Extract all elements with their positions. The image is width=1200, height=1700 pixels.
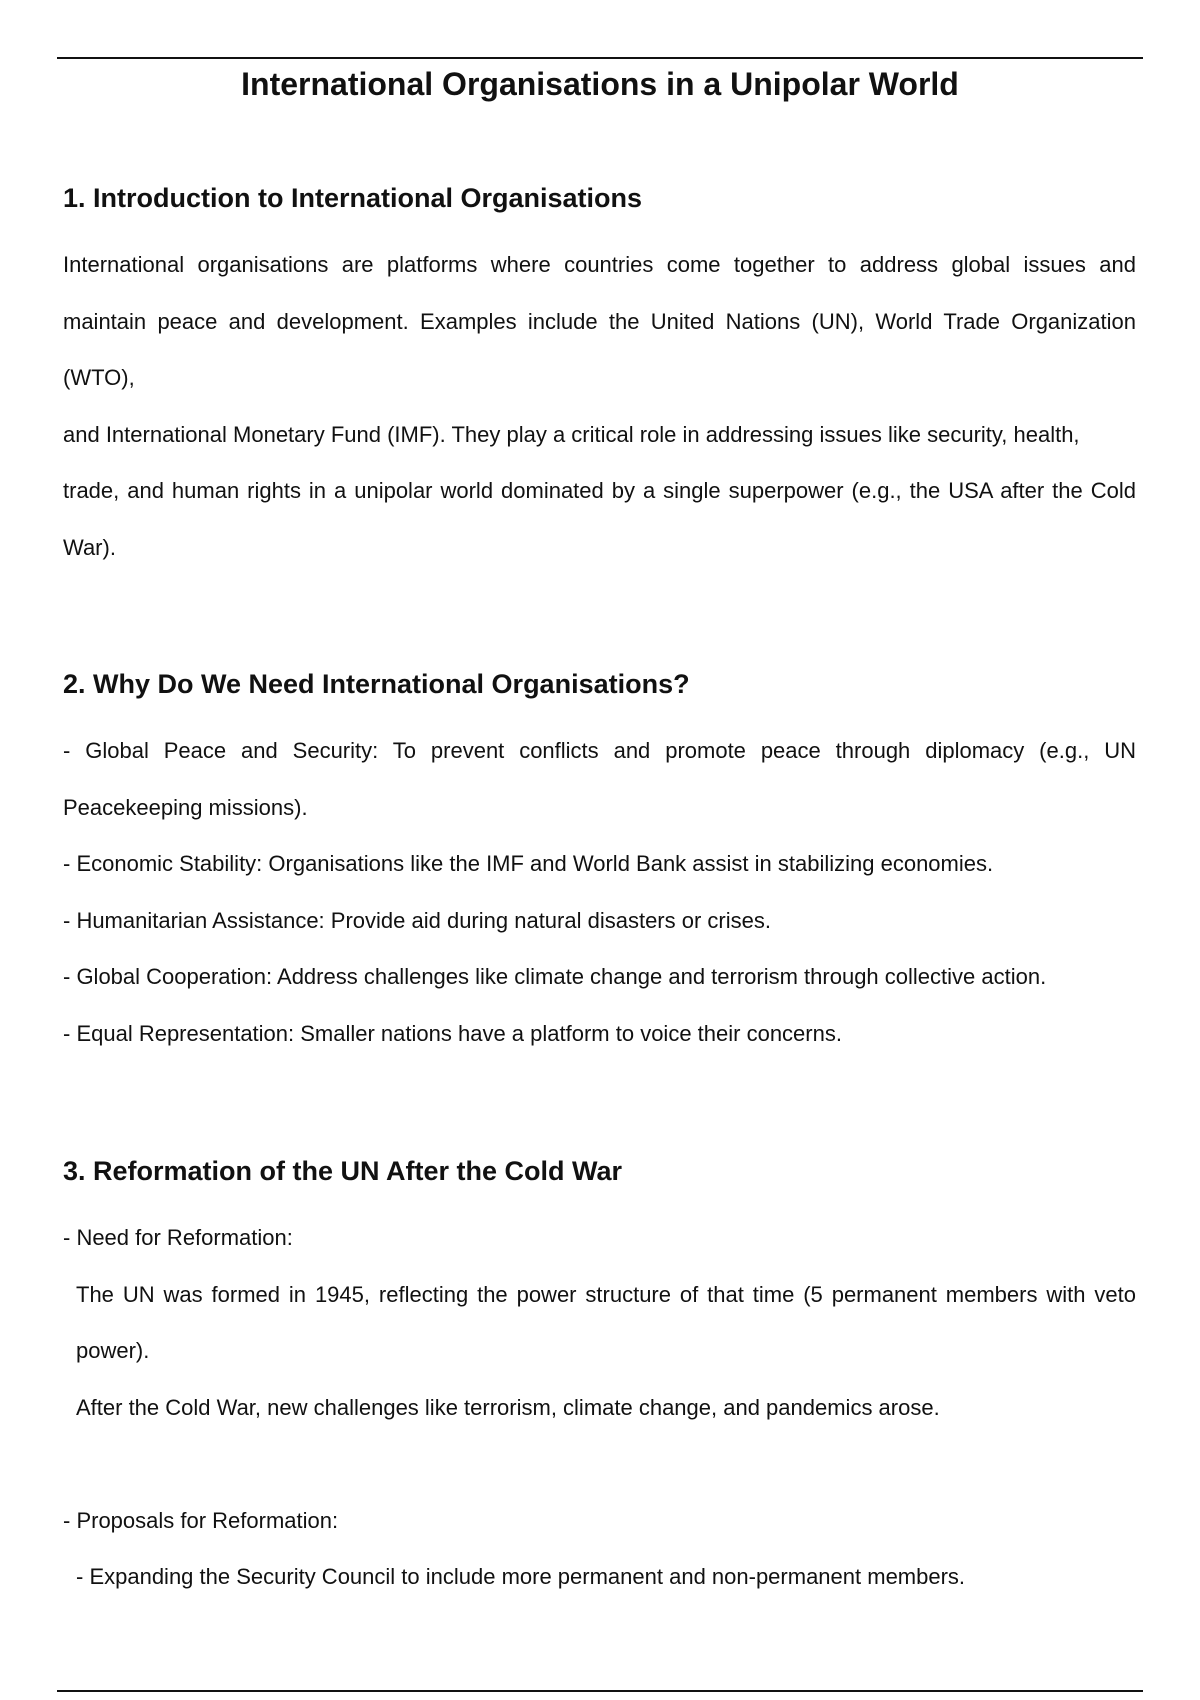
list-item: - Proposals for Reformation:: [63, 1507, 339, 1533]
paragraph: The UN was formed in 1945, reflecting the power structure of that time (5 permanent members with veto power).: [76, 1281, 1136, 1363]
list-item: - Need for Reformation:: [63, 1225, 293, 1250]
list-item: - Global Cooperation: Address challenges like climate change and terrorism through collective action.: [63, 964, 1047, 989]
list-item: - Expanding the Security Council to include more permanent and non-permanent members.: [76, 1564, 966, 1589]
section-why-needed: [63, 664, 1136, 1062]
list-item: - Equal Representation: Smaller nations have a platform to voice their concerns.: [63, 1020, 842, 1046]
section-heading: 3. Reformation of the UN After the Cold War: [63, 1156, 623, 1186]
list-item: - Economic Stability: Organisations like the IMF and World Bank assist in stabilizing economies.: [63, 851, 994, 876]
paragraph: trade, and human rights in a unipolar world dominated by a single superpower (e.g., the USA after the Cold War).: [63, 478, 1136, 560]
document-title: International Organisations in a Unipolar World: [241, 66, 959, 102]
top-rule: [57, 57, 1143, 59]
blank-line: [63, 1436, 1136, 1493]
list-item: - Global Peace and Security: To prevent conflicts and promote peace through diplomacy (e.g., UN Peacekeeping missions).: [63, 738, 1136, 820]
paragraph: International organisations are platforms where countries come together to address global issues and maintain peace and development. Examples include the United Nations (UN), World Trade Organization (WTO),: [63, 252, 1136, 390]
section-heading: 2. Why Do We Need International Organisations?: [63, 669, 690, 699]
paragraph: and International Monetary Fund (IMF). They play a critical role in addressing issues like security, health,: [63, 421, 1080, 447]
list-item: - Humanitarian Assistance: Provide aid during natural disasters or crises.: [63, 907, 771, 933]
section-heading: 1. Introduction to International Organisations: [63, 183, 643, 213]
bottom-rule: [57, 1690, 1143, 1692]
section-introduction: [63, 178, 1136, 576]
section-un-reformation: [63, 1151, 1136, 1606]
paragraph: After the Cold War, new challenges like terrorism, climate change, and pandemics arose.: [76, 1394, 940, 1420]
